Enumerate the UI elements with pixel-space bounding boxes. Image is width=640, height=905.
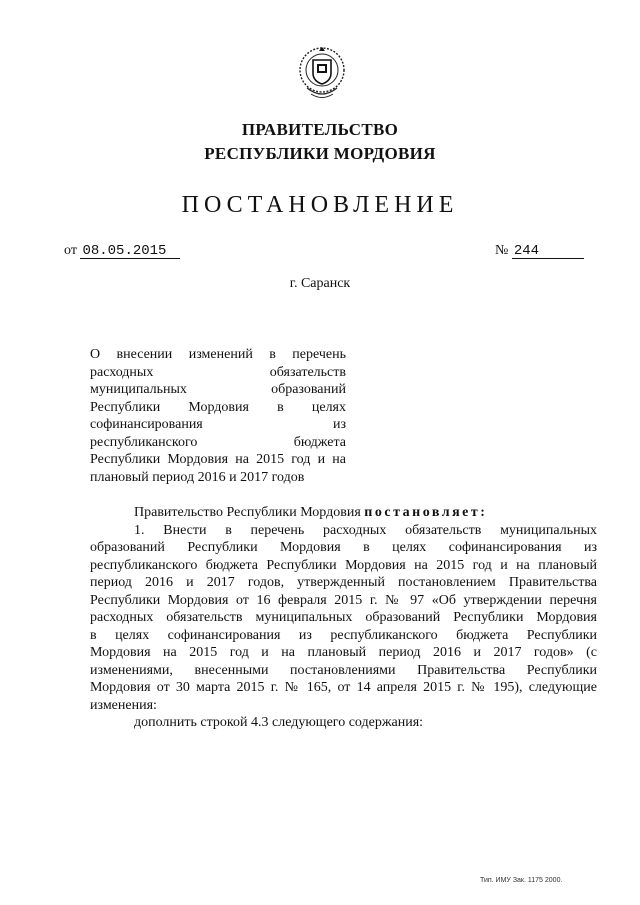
print-mark: Тип. ИМУ Зак. 1175 2000.	[480, 877, 563, 884]
subject-line: Республики Мордовия в целях	[90, 399, 346, 415]
subject-line: муниципальных образований	[90, 382, 346, 397]
organization-name-line1: ПРАВИТЕЛЬСТВО	[241, 120, 399, 139]
preamble-verb: постановляет:	[364, 505, 488, 520]
document-number: 244	[512, 244, 584, 259]
document-body	[90, 504, 597, 732]
paragraph-line: республиканского бюджета Республики Мордовия на 2015 год и на плановый	[90, 557, 597, 573]
paragraph-line: 1. Внести в перечень расходных обязательств муниципальных	[134, 522, 597, 538]
paragraph-line: период 2016 и 2017 годов, утвержденный постановлением Правительства	[90, 575, 597, 590]
date-prefix: от	[64, 243, 77, 258]
paragraph-line: изменениями, внесенными постановлениями Правительства Республики	[90, 662, 597, 678]
number-prefix: №	[495, 243, 509, 258]
document-number-row	[495, 243, 584, 259]
paragraph-line: Республики Мордовия от 16 февраля 2015 г. № 97 «Об утверждении перечня	[90, 592, 597, 608]
preamble	[90, 504, 597, 522]
document-subject	[90, 346, 346, 486]
paragraph-line: Мордовия от 30 марта 2015 г. № 165, от 14 апреля 2015 г. № 195), следующие	[90, 680, 597, 695]
subject-line: расходных обязательств	[90, 364, 346, 380]
subject-line: О внесении изменений в перечень	[90, 347, 346, 362]
subject-line: Республики Мордовия на 2015 год и на	[90, 452, 346, 467]
subject-line: софинансирования из	[90, 417, 346, 432]
paragraph-line: дополнить строкой 4.3 следующего содержания:	[134, 715, 424, 730]
paragraph-line: образований Республики Мордовия в целях софинансирования из	[90, 540, 597, 555]
preamble-text: Правительство Республики Мордовия	[134, 505, 361, 520]
document-date: 08.05.2015	[80, 244, 180, 259]
paragraph-line: в целях софинансирования из республиканского бюджета Республики	[90, 627, 597, 643]
organization-name-line2: РЕСПУБЛИКИ МОРДОВИЯ	[204, 144, 436, 163]
paragraph-line: Мордовия на 2015 год и на плановый период 2016 и 2017 годов» (с	[90, 645, 597, 660]
paragraph-line: изменения:	[90, 697, 157, 713]
city-label: г. Саранск	[289, 276, 351, 291]
paragraph-line: расходных обязательств муниципальных образований Республики Мордовия	[90, 610, 597, 625]
subject-line: плановый период 2016 и 2017 годов	[90, 469, 305, 485]
coat-of-arms-emblem	[295, 44, 349, 106]
document-date-row	[64, 243, 180, 259]
subject-line: республиканского бюджета	[90, 434, 346, 450]
document-type-title: ПОСТАНОВЛЕНИЕ	[181, 192, 459, 218]
